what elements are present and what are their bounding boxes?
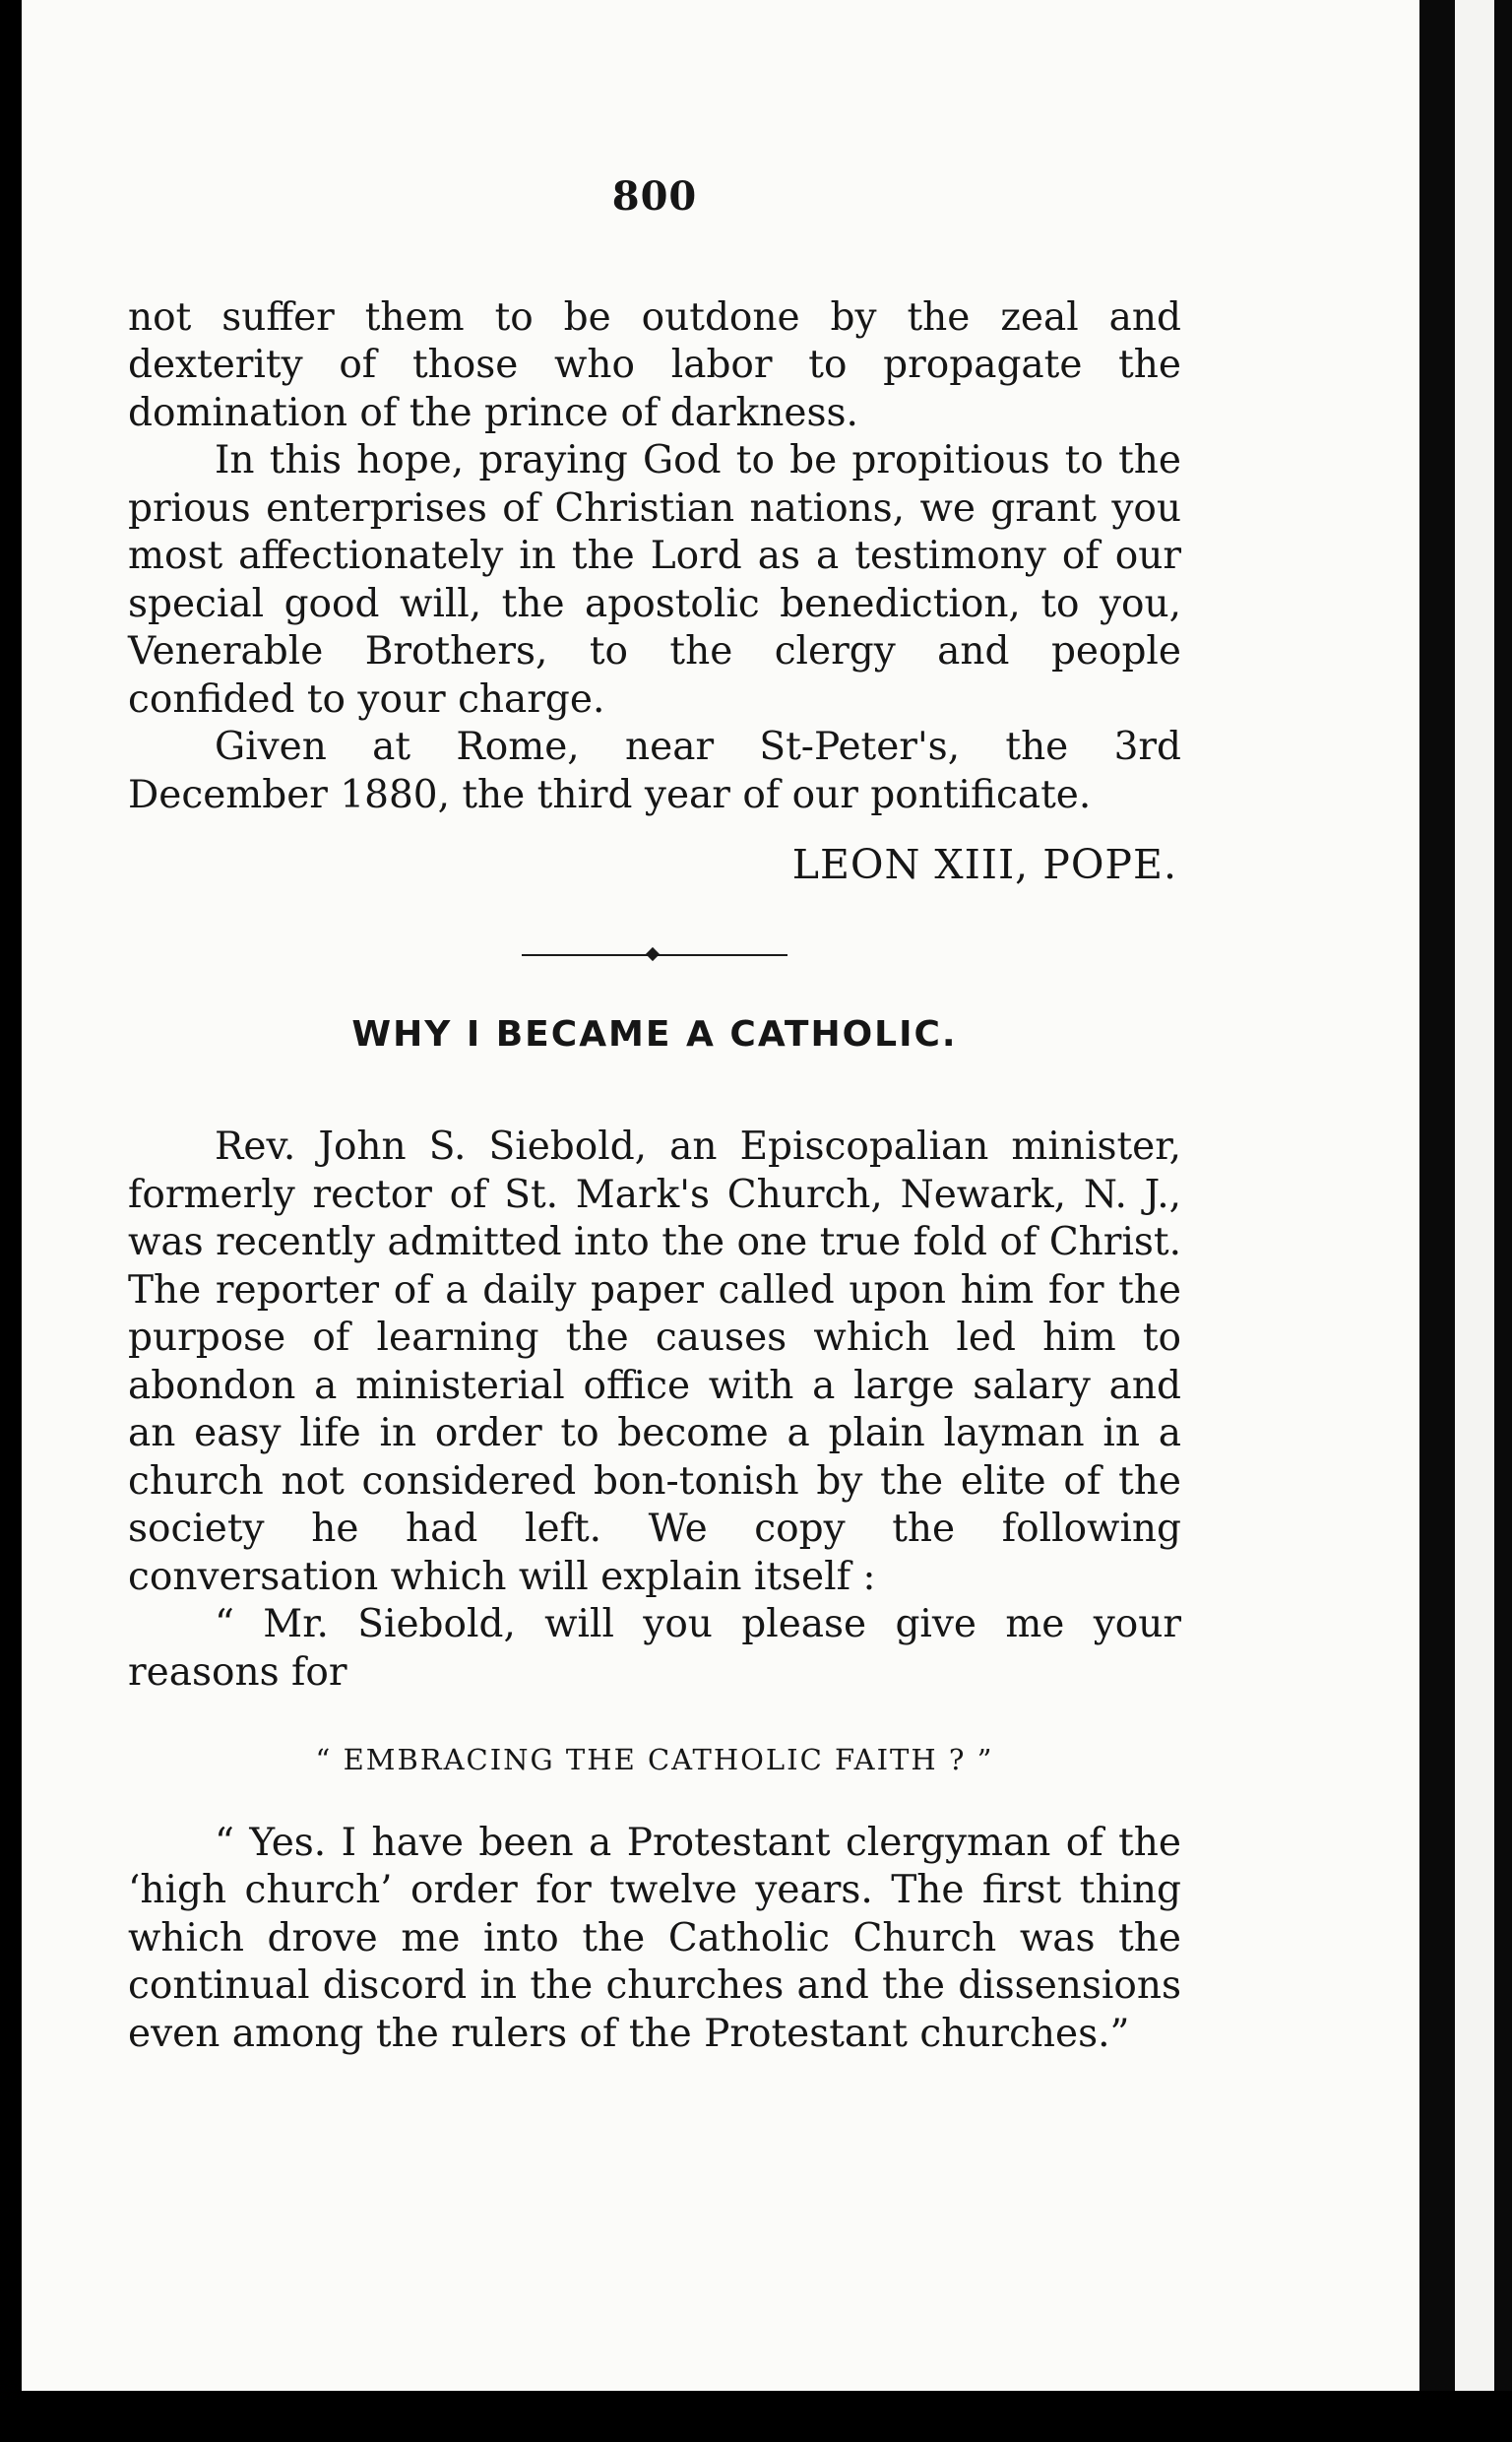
paragraph-introduction: Rev. John S. Siebold, an Episcopalian minister, formerly rector of St. Mark's Church, Newark, N. J., was recently admitted into the one true fold of Christ. The reporter of a daily paper called upon him for the purpose of learning the causes which led him to abondon a ministerial office with a large salary and an easy life in order to become a plain layman in a church not considered bon-tonish by the elite of the society he had left. We copy the following conversation which will explain itself : xyxy=(128,1125,1181,1599)
section-divider xyxy=(522,948,788,962)
paragraph-dateline: Given at Rome, near St-Peter's, the 3rd December 1880, the third year of our pontificate. xyxy=(128,725,1181,817)
paragraph-continuation: not suffer them to be outdone by the zeal and dexterity of those who labor to propagate the domination of the prince of darkness. xyxy=(128,294,1181,435)
page-content xyxy=(128,173,1181,2058)
article-heading: WHY I BECAME A CATHOLIC. xyxy=(351,1013,958,1055)
paragraph-blessing: In this hope, praying God to be propitious to the prious enterprises of Christian nations, we grant you most affectionately in the Lord as a testimony of our special good will, the apostolic benediction, to you, Venerable Brothers, to the clergy and people confided to your charge. xyxy=(128,438,1181,722)
divider-ornament xyxy=(646,946,660,960)
next-page-edge xyxy=(1455,0,1494,2391)
paragraph-question: “ Mr. Siebold, will you please give me your reasons for xyxy=(128,1602,1181,1695)
page-number: 800 xyxy=(611,173,698,220)
paragraph-answer: “ Yes. I have been a Protestant clergyman of the ‘high church’ order for twelve years. The first thing which drove me into the Catholic Church was the continual discord in the churches and the dissensions even among the rulers of the Protestant churches.” xyxy=(128,1820,1181,2056)
article-subheading: “ EMBRACING THE CATHOLIC FAITH ? ” xyxy=(315,1743,994,1776)
book-page xyxy=(22,0,1419,2391)
signature: LEON XIII, POPE. xyxy=(791,841,1177,888)
